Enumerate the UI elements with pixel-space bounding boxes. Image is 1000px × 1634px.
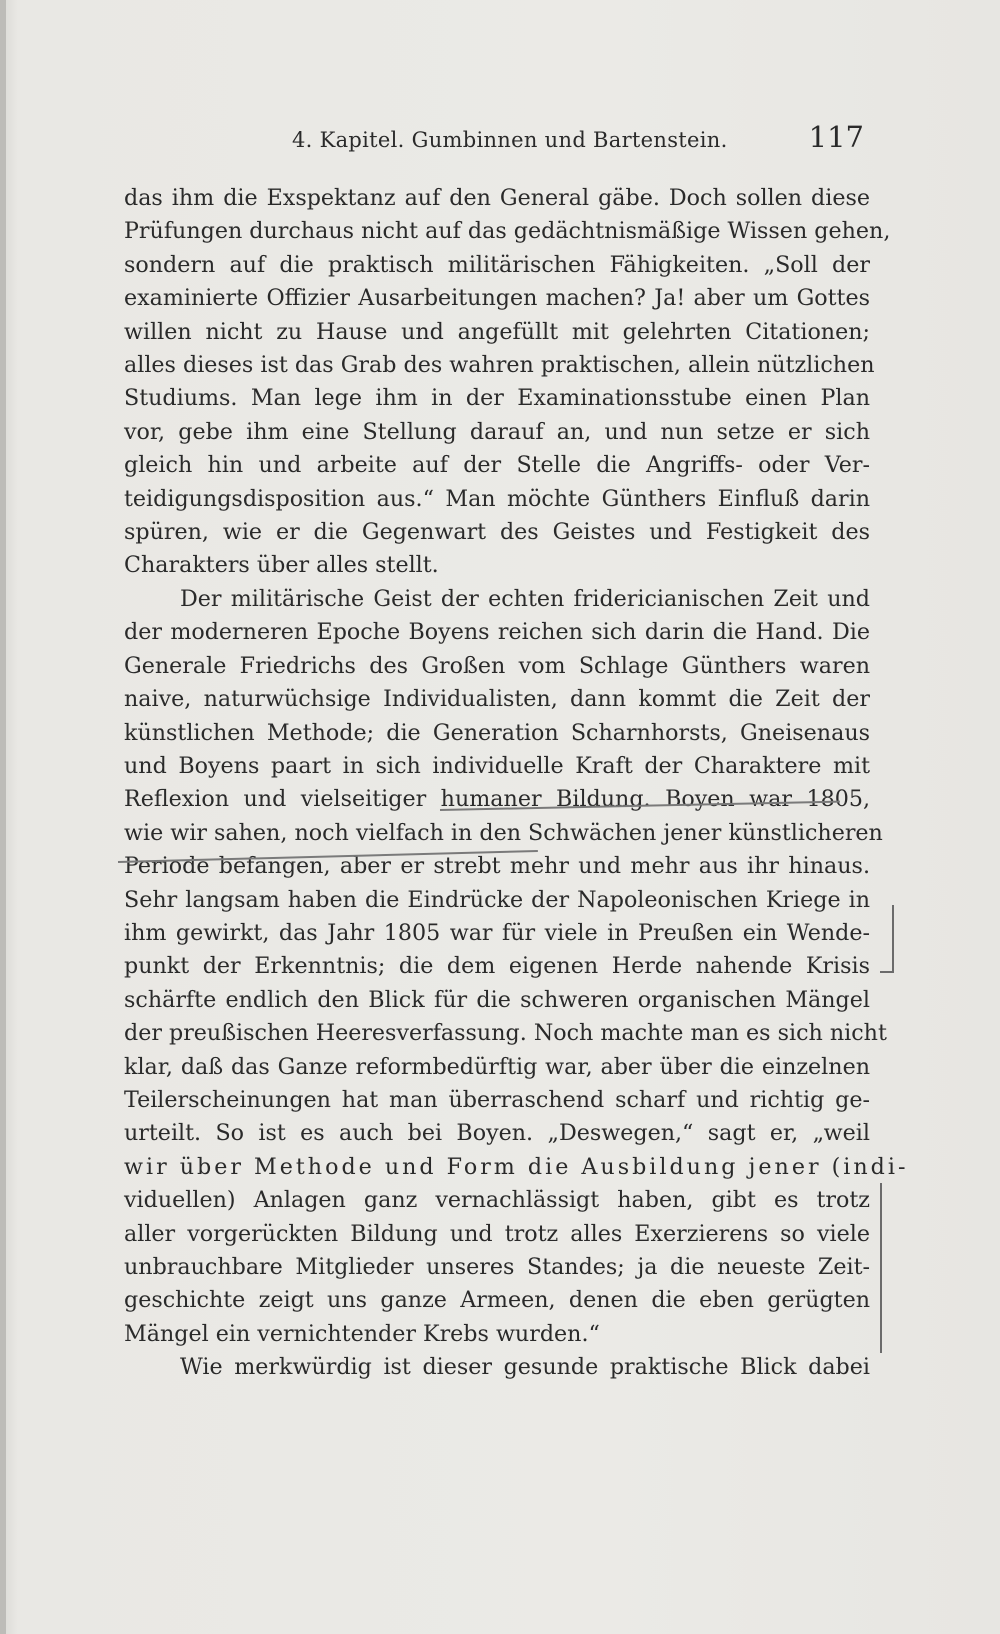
running-head: 4. Kapitel. Gumbinnen und Bartenstein. <box>292 128 728 152</box>
text-line: Mängel ein vernichtender Krebs wurden.“ <box>124 1320 600 1347</box>
text-line: Charakters über alles stellt. <box>124 552 439 579</box>
text-line: viduellen) Anlagen ganz vernachlässigt haben, gibt es trotz <box>124 1187 870 1214</box>
text-line: teidigungsdisposition aus.“ Man möchte Günthers Einfluß darin <box>124 485 870 512</box>
text-line: examinierte Offizier Ausarbeitungen machen? Ja! aber um Gottes <box>124 285 870 312</box>
text-line: ihm gewirkt, das Jahr 1805 war für viele in Preußen ein Wende- <box>124 919 870 946</box>
paragraph <box>124 583 909 1351</box>
text-line: punkt der Erkenntnis; die dem eigenen Herde nahende Krisis <box>124 953 870 980</box>
text-line: vor, gebe ihm eine Stellung darauf an, und nun setze er sich <box>124 418 870 445</box>
text-line: das ihm die Exspektanz auf den General gäbe. Doch sollen diese <box>124 185 870 211</box>
text-line: der preußischen Heeresverfassung. Noch machte man es sich nicht <box>124 1020 887 1047</box>
body-text <box>124 182 909 1385</box>
text-line: künstlichen Methode; die Generation Scharnhorsts, Gneisenaus <box>124 719 870 746</box>
text-line: Wie merkwürdig ist dieser gesunde praktische Blick dabei <box>180 1354 870 1381</box>
text-line: spüren, wie er die Gegenwart des Geistes und Festigkeit des <box>124 519 870 546</box>
text-line: Reflexion und vielseitiger humaner Bildung. Boyen war 1805, <box>124 786 870 813</box>
text-line: klar, daß das Ganze reformbedürftig war, aber über die einzelnen <box>124 1053 870 1080</box>
text-line: schärfte endlich den Blick für die schweren organischen Mängel <box>124 986 870 1013</box>
text-line: wie wir sahen, noch vielfach in den Schwächen jener künstlicheren <box>124 819 883 846</box>
text-line: urteilt. So ist es auch bei Boyen. „Deswegen,“ sagt er, „weil <box>124 1120 870 1147</box>
page-header <box>120 118 882 158</box>
paragraph <box>124 1351 870 1384</box>
text-line: Der militärische Geist der echten fridericianischen Zeit und <box>180 585 870 612</box>
text-line: alles dieses ist das Grab des wahren praktischen, allein nützlichen <box>124 352 875 379</box>
text-line: aller vorgerückten Bildung und trotz alles Exerzierens so viele <box>124 1220 870 1247</box>
pencil-margin-bracket <box>880 905 894 973</box>
page-edge-shadow <box>0 0 6 1634</box>
paragraph <box>124 182 891 583</box>
text-line: sondern auf die praktisch militärischen Fähigkeiten. „Soll der <box>124 251 870 278</box>
text-line: gleich hin und arbeite auf der Stelle die Angriffs- oder Ver- <box>124 452 870 479</box>
text-line: Periode befangen, aber er strebt mehr und mehr aus ihr hinaus. <box>124 853 870 880</box>
text-line: der moderneren Epoche Boyens reichen sich darin die Hand. Die <box>124 619 870 646</box>
page-number: 117 <box>808 120 864 154</box>
text-line: Generale Friedrichs des Großen vom Schlage Günthers waren <box>124 652 870 679</box>
text-line: und Boyens paart in sich individuelle Kraft der Charaktere mit <box>124 752 870 779</box>
text-line: willen nicht zu Hause und angefüllt mit gelehrten Citationen; <box>124 318 870 345</box>
text-line: Prüfungen durchaus nicht auf das gedächtnismäßige Wissen gehen, <box>124 218 891 245</box>
text-line: Sehr langsam haben die Eindrücke der Napoleonischen Kriege in <box>124 886 870 913</box>
text-line: Studiums. Man lege ihm in der Examinationsstube einen Plan <box>124 385 870 412</box>
text-line: naive, naturwüchsige Individualisten, dann kommt die Zeit der <box>124 686 870 713</box>
pencil-margin-line <box>872 1183 882 1353</box>
text-line: geschichte zeigt uns ganze Armeen, denen die eben gerügten <box>124 1287 870 1314</box>
text-line: Teilerscheinungen hat man überraschend scharf und richtig ge- <box>124 1086 870 1113</box>
text-line: unbrauchbare Mitglieder unseres Standes; ja die neueste Zeit- <box>124 1254 870 1280</box>
text-line: wir über Methode und Form die Ausbildung jener (indi- <box>124 1153 909 1180</box>
